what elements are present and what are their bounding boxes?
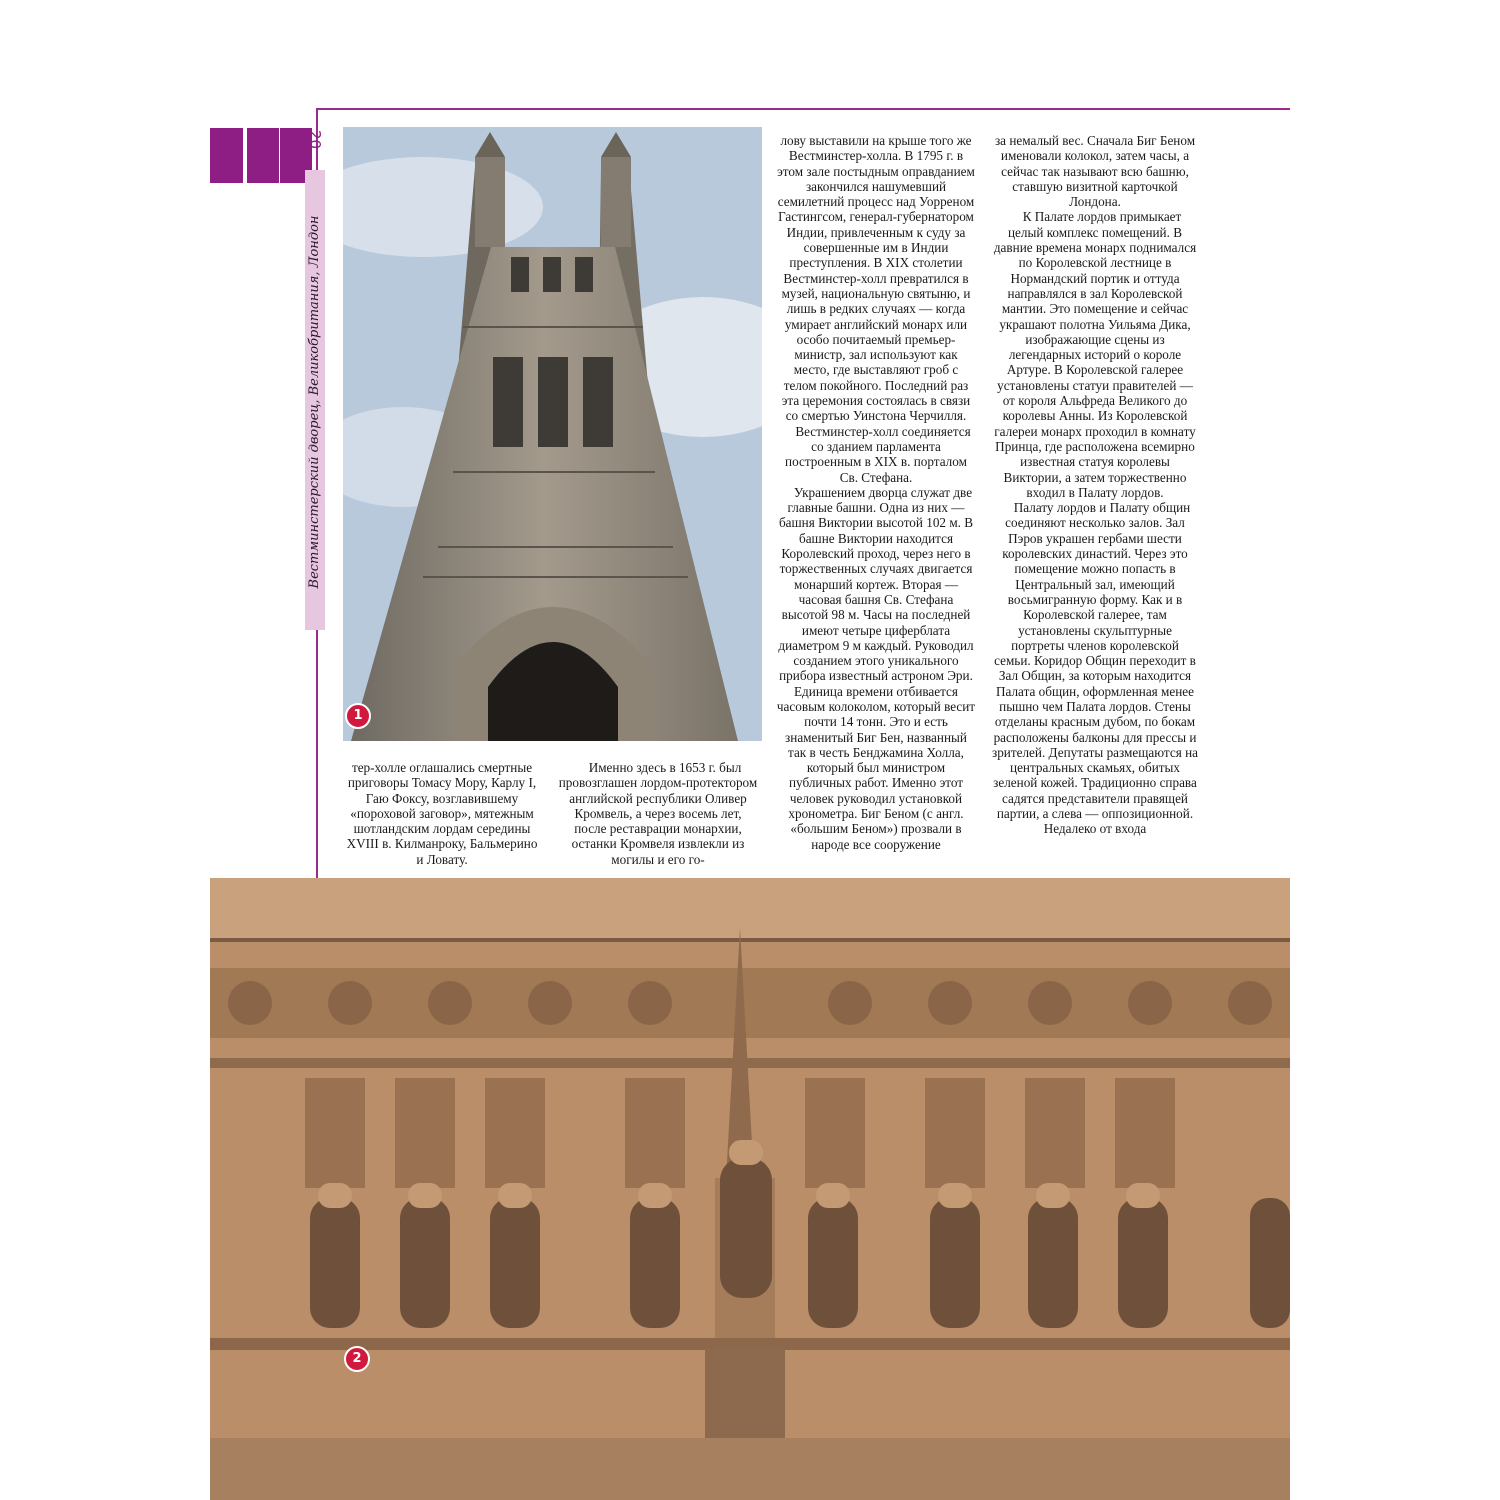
page-number: 20 (306, 130, 324, 150)
photo-badge-1: 1 (345, 703, 371, 729)
text-column-4 (992, 133, 1198, 837)
photo-victoria-tower (343, 127, 762, 741)
paragraph: Украшением дворца служат две главные башни. Одна из них — башня Виктории высотой 102 м. В башне Виктории находится Королевский проход, через него в торжественных случаях двигается монарший кортеж. Вторая — часовая башня Св. Стефана высотой 98 м. Часы на последней имеют четыре циферблата диаметром 9 м каждый. Руководил созданием этого уникального прибора известный астроном Эри. Единица времени отбивается часовым колоколом, который весит почти 14 тонн. Это и есть знаменитый Биг Бен, названный так в честь Бенджамина Холла, который был министром публичных работ. Именно этот человек руководил установкой хронометра. Биг Беном (с англ. «большим Беном») прозвали в народе все сооружение (776, 484, 976, 852)
text-column-2 (558, 760, 758, 867)
facade-illustration (210, 878, 1290, 1500)
paragraph: тер-холле оглашались смертные приговоры Томасу Мору, Карлу I, Гаю Фоксу, возглавившему «пороховой заговор», мятежным шотландским лордам середины XVIII в. Килманроку, Бальмерино и Ловату. (346, 760, 538, 867)
text-column-1 (344, 760, 540, 867)
paragraph: лову выставили на крыше того же Вестминстер-холла. В 1795 г. в этом зале постыдным оправданием закончился нашумевший семилетний процесс над Уорреном Гастингсом, генерал-губернатором Индии, привлеченным к суду за совершенные им в Индии преступления. В XIX столетии Вестминстер-холл превратился в музей, национальную святыню, и лишь в редких случаях — когда умирает английский монарх или особо почитаемый премьер-министр, зал используют как место, где выставляют гроб с телом покойного. Последний раз эта церемония состоялась в связи со смертью Уинстона Черчилля. (777, 133, 975, 424)
running-title: Вестминстерский дворец, Великобритания, Лондон (307, 215, 322, 589)
text-column-3 (776, 133, 976, 852)
paragraph: Вестминстер-холл соединяется со зданием парламента построенным в XIX в. порталом Св. Стефана. (785, 423, 971, 485)
header-rule (316, 108, 1290, 110)
paragraph: Именно здесь в 1653 г. был провозглашен лордом-протектором английской республики Оливер Кромвель, а через восемь лет, после реставрации монархии, останки Кромвеля извлекли из могилы и его го- (558, 760, 758, 867)
paragraph: Палату лордов и Палату общин соединяют несколько залов. Зал Пэров украшен гербами шести королевских династий. Через это помещение можно попасть в Центральный зал, имеющий восьмигранную форму. Как и в Королевской галерее, там установлены скульптурные портреты членов королевской семьи. Коридор Общин переходит в Зал Общин, за которым находится Палата общин, оформленная менее пышно чем Палата лордов. Стены отделаны красным дубом, по бокам расположены балконы для прессы и зрителей. Депутаты размещаются на центральных скамьях, обитых зеленой кожей. Традиционно справа садятся представители правящей партии, а слева — оппозиционной. Недалеко от входа (992, 500, 1198, 837)
section-tab (247, 128, 279, 183)
photo-facade-statues (210, 878, 1290, 1500)
section-tab (210, 128, 243, 183)
tower-illustration (343, 127, 762, 741)
paragraph: за немалый вес. Сначала Биг Беном именовали колокол, затем часы, а сейчас так называют всю башню, ставшую визитной карточкой Лондона. (994, 133, 1196, 210)
photo-badge-2: 2 (344, 1346, 370, 1372)
paragraph: К Палате лордов примыкает целый комплекс помещений. В давние времена монарх поднимался по Королевской лестнице в Нормандский портик и оттуда направлялся в зал Королевской мантии. Это помещение и сейчас украшают полотна Уильяма Дика, изображающие сцены из легендарных историй о короле Артуре. В Королевской галерее установлены статуи правителей — от короля Альфреда Великого до королевы Анны. Из Королевской галереи монарх проходил в комнату Принца, где расположена всемирно известная статуя королевы Виктории, а затем торжественно входил в Палату лордов. (993, 209, 1197, 500)
